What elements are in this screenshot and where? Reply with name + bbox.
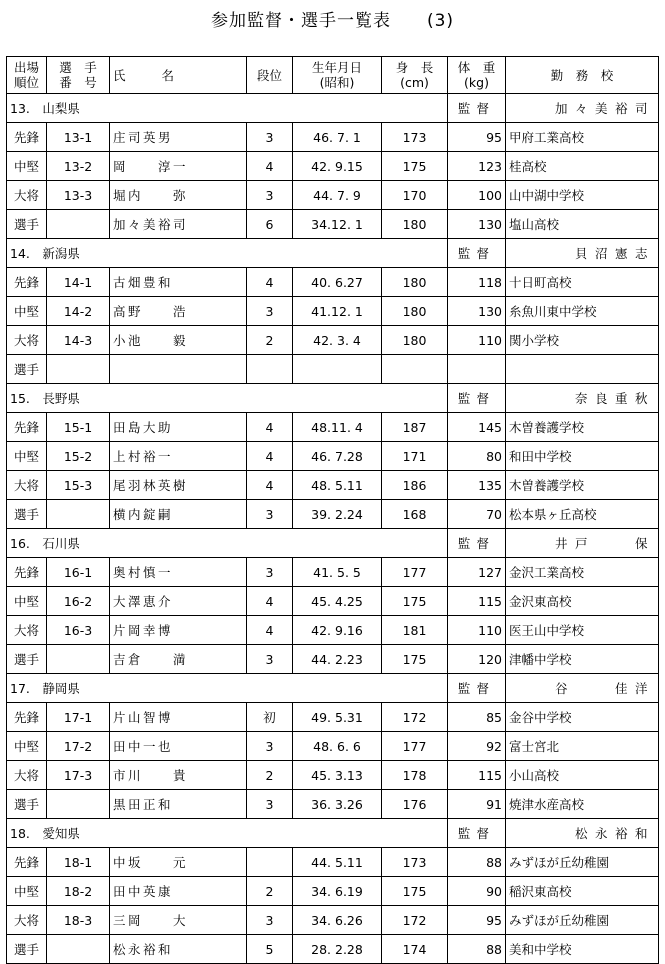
player-rank: 初 [247,703,293,732]
player-school: みずほが丘幼稚園 [506,848,659,877]
player-weight: 110 [448,616,506,645]
player-rank: 2 [247,877,293,906]
header-name: 氏 名 [110,57,247,94]
prefecture-label: 17. 静岡県 [7,674,448,703]
player-position: 先鋒 [7,703,47,732]
player-weight: 115 [448,587,506,616]
player-name: 田島大助 [110,413,247,442]
player-rank: 3 [247,181,293,210]
header-player-no: 選 手 番 号 [47,57,110,94]
player-weight: 145 [448,413,506,442]
director-label: 監督 [448,239,506,268]
prefecture-row [7,239,659,268]
player-position: 大将 [7,181,47,210]
player-school: 桂高校 [506,152,659,181]
player-number: 13-2 [47,152,110,181]
player-school: 金沢工業高校 [506,558,659,587]
player-rank: 3 [247,790,293,819]
player-position: 大将 [7,326,47,355]
player-rank: 4 [247,152,293,181]
player-weight: 135 [448,471,506,500]
player-number: 17-1 [47,703,110,732]
player-row [7,181,659,210]
player-position: 先鋒 [7,413,47,442]
player-weight: 100 [448,181,506,210]
player-name: 堀内 弥 [110,181,247,210]
player-weight: 127 [448,558,506,587]
player-name: 片岡幸博 [110,616,247,645]
player-birthdate: 39. 2.24 [293,500,382,529]
player-birthdate: 44. 7. 9 [293,181,382,210]
player-position: 中堅 [7,152,47,181]
player-number: 16-1 [47,558,110,587]
player-position: 選手 [7,210,47,239]
player-rank: 4 [247,413,293,442]
prefecture-row [7,94,659,123]
prefecture-row [7,529,659,558]
player-row [7,616,659,645]
player-row [7,645,659,674]
player-school: 木曽養護学校 [506,471,659,500]
player-weight: 120 [448,645,506,674]
player-row [7,558,659,587]
player-rank: 2 [247,326,293,355]
player-number: 18-3 [47,906,110,935]
player-number [47,355,110,384]
director-name: 井戸 保 [506,529,659,558]
player-row [7,703,659,732]
player-birthdate: 42. 3. 4 [293,326,382,355]
player-position: 選手 [7,790,47,819]
player-weight: 85 [448,703,506,732]
player-birthdate: 28. 2.28 [293,935,382,964]
player-birthdate: 48. 5.11 [293,471,382,500]
player-position: 大将 [7,761,47,790]
player-height: 175 [382,587,448,616]
player-weight: 118 [448,268,506,297]
player-number: 13-3 [47,181,110,210]
player-height: 176 [382,790,448,819]
player-height: 168 [382,500,448,529]
header-birth: 生年月日 (昭和) [293,57,382,94]
director-label: 監督 [448,94,506,123]
player-height: 175 [382,645,448,674]
player-weight: 123 [448,152,506,181]
player-rank: 3 [247,732,293,761]
player-position: 中堅 [7,587,47,616]
player-name: 庄司英男 [110,123,247,152]
player-school: 美和中学校 [506,935,659,964]
player-birthdate: 36. 3.26 [293,790,382,819]
player-weight: 130 [448,297,506,326]
player-height: 173 [382,123,448,152]
player-birthdate: 45. 3.13 [293,761,382,790]
player-school: 稲沢東高校 [506,877,659,906]
header-work: 勤 務 校 [506,57,659,94]
prefecture-label: 14. 新潟県 [7,239,448,268]
player-position: 中堅 [7,442,47,471]
player-row [7,732,659,761]
director-label: 監督 [448,529,506,558]
player-birthdate: 40. 6.27 [293,268,382,297]
player-position: 大将 [7,471,47,500]
player-number: 17-2 [47,732,110,761]
player-row [7,355,659,384]
player-rank: 3 [247,123,293,152]
player-number: 16-3 [47,616,110,645]
player-school: 医王山中学校 [506,616,659,645]
player-height: 178 [382,761,448,790]
director-label: 監督 [448,819,506,848]
player-rank: 3 [247,645,293,674]
player-row [7,471,659,500]
player-weight: 90 [448,877,506,906]
player-school: 金沢東高校 [506,587,659,616]
player-school: 木曽養護学校 [506,413,659,442]
player-row [7,268,659,297]
player-name: 横内錠嗣 [110,500,247,529]
player-birthdate: 48. 6. 6 [293,732,382,761]
player-height: 180 [382,297,448,326]
player-birthdate: 44. 2.23 [293,645,382,674]
player-position: 選手 [7,935,47,964]
player-row [7,877,659,906]
player-birthdate: 34. 6.19 [293,877,382,906]
player-name: 尾羽林英樹 [110,471,247,500]
player-number [47,790,110,819]
player-row [7,123,659,152]
director-name: 奈良重秋 [506,384,659,413]
player-birthdate: 41. 5. 5 [293,558,382,587]
player-name: 市川 貴 [110,761,247,790]
player-name: 松永裕和 [110,935,247,964]
player-rank: 3 [247,297,293,326]
player-rank: 4 [247,616,293,645]
prefecture-row [7,674,659,703]
player-school: 津幡中学校 [506,645,659,674]
player-position: 先鋒 [7,848,47,877]
player-position: 選手 [7,355,47,384]
player-position: 先鋒 [7,123,47,152]
player-weight: 80 [448,442,506,471]
player-position: 選手 [7,500,47,529]
player-row [7,210,659,239]
player-weight: 115 [448,761,506,790]
player-rank: 4 [247,587,293,616]
player-row [7,761,659,790]
director-name: 谷 佳洋 [506,674,659,703]
player-height: 174 [382,935,448,964]
player-row [7,326,659,355]
player-height: 172 [382,906,448,935]
player-school: 松本県ヶ丘高校 [506,500,659,529]
player-name [110,355,247,384]
player-row [7,297,659,326]
player-school: 甲府工業高校 [506,123,659,152]
player-weight: 92 [448,732,506,761]
player-school [506,355,659,384]
player-row [7,790,659,819]
player-name: 中坂 元 [110,848,247,877]
director-label: 監督 [448,384,506,413]
player-birthdate: 34.12. 1 [293,210,382,239]
player-name: 田中一也 [110,732,247,761]
player-birthdate: 48.11. 4 [293,413,382,442]
prefecture-label: 13. 山梨県 [7,94,448,123]
player-birthdate: 34. 6.26 [293,906,382,935]
player-height: 171 [382,442,448,471]
header-order: 出場 順位 [7,57,47,94]
player-rank: 4 [247,442,293,471]
player-weight [448,355,506,384]
player-birthdate: 41.12. 1 [293,297,382,326]
player-name: 上村裕一 [110,442,247,471]
player-position: 大将 [7,906,47,935]
player-rank: 5 [247,935,293,964]
prefecture-row [7,384,659,413]
player-weight: 88 [448,935,506,964]
player-position: 先鋒 [7,558,47,587]
player-number: 18-1 [47,848,110,877]
player-name: 大澤恵介 [110,587,247,616]
player-school: 山中湖中学校 [506,181,659,210]
player-birthdate: 45. 4.25 [293,587,382,616]
player-row [7,442,659,471]
header-weight: 体 重 (kg) [448,57,506,94]
player-position: 中堅 [7,297,47,326]
player-height: 173 [382,848,448,877]
player-height: 180 [382,210,448,239]
player-name: 片山智博 [110,703,247,732]
roster-table [6,56,659,964]
player-number: 15-1 [47,413,110,442]
player-school: 和田中学校 [506,442,659,471]
director-name: 加々美裕司 [506,94,659,123]
player-row [7,906,659,935]
player-rank: 4 [247,471,293,500]
prefecture-row [7,819,659,848]
player-rank: 3 [247,906,293,935]
player-height: 170 [382,181,448,210]
player-number: 14-1 [47,268,110,297]
player-height: 187 [382,413,448,442]
player-birthdate: 42. 9.15 [293,152,382,181]
header-height: 身 長 (cm) [382,57,448,94]
player-number: 14-2 [47,297,110,326]
player-position: 先鋒 [7,268,47,297]
player-number: 17-3 [47,761,110,790]
player-number: 13-1 [47,123,110,152]
player-birthdate: 46. 7. 1 [293,123,382,152]
player-name: 古畑豊和 [110,268,247,297]
player-row [7,935,659,964]
player-school: 焼津水産高校 [506,790,659,819]
player-weight: 95 [448,123,506,152]
player-birthdate: 42. 9.16 [293,616,382,645]
player-name: 田中英康 [110,877,247,906]
player-weight: 110 [448,326,506,355]
player-number [47,210,110,239]
player-school: 十日町高校 [506,268,659,297]
player-birthdate [293,355,382,384]
player-weight: 88 [448,848,506,877]
player-position: 選手 [7,645,47,674]
player-weight: 91 [448,790,506,819]
player-name: 黒田正和 [110,790,247,819]
player-weight: 130 [448,210,506,239]
prefecture-label: 18. 愛知県 [7,819,448,848]
player-height: 180 [382,268,448,297]
director-name: 貝沼憲志 [506,239,659,268]
player-name: 三岡 大 [110,906,247,935]
prefecture-label: 16. 石川県 [7,529,448,558]
player-school: 糸魚川東中学校 [506,297,659,326]
player-height: 175 [382,152,448,181]
player-height: 180 [382,326,448,355]
player-position: 中堅 [7,877,47,906]
player-row [7,500,659,529]
player-number: 15-3 [47,471,110,500]
player-school: 富士宮北 [506,732,659,761]
player-row [7,848,659,877]
player-school: 関小学校 [506,326,659,355]
player-school: 金谷中学校 [506,703,659,732]
player-height: 177 [382,558,448,587]
player-birthdate: 49. 5.31 [293,703,382,732]
player-number: 14-3 [47,326,110,355]
player-height [382,355,448,384]
player-rank: 2 [247,761,293,790]
player-number: 15-2 [47,442,110,471]
player-name: 小池 毅 [110,326,247,355]
player-school: 小山高校 [506,761,659,790]
player-rank: 3 [247,558,293,587]
player-rank: 4 [247,268,293,297]
page-title: 参加監督・選手一覧表 (3) [210,11,455,31]
player-height: 177 [382,732,448,761]
player-number [47,935,110,964]
player-name: 吉倉 満 [110,645,247,674]
player-row [7,152,659,181]
player-birthdate: 46. 7.28 [293,442,382,471]
player-height: 172 [382,703,448,732]
player-number [47,645,110,674]
header-row [7,57,659,94]
player-number: 16-2 [47,587,110,616]
player-height: 175 [382,877,448,906]
header-rank: 段位 [247,57,293,94]
player-weight: 70 [448,500,506,529]
player-birthdate: 44. 5.11 [293,848,382,877]
player-height: 186 [382,471,448,500]
player-name: 奥村慎一 [110,558,247,587]
player-school: 塩山高校 [506,210,659,239]
player-rank: 3 [247,500,293,529]
player-name: 岡 淳一 [110,152,247,181]
player-position: 大将 [7,616,47,645]
player-rank [247,848,293,877]
player-rank [247,355,293,384]
prefecture-label: 15. 長野県 [7,384,448,413]
director-name: 松永裕和 [506,819,659,848]
player-height: 181 [382,616,448,645]
player-school: みずほが丘幼稚園 [506,906,659,935]
player-rank: 6 [247,210,293,239]
player-weight: 95 [448,906,506,935]
player-number: 18-2 [47,877,110,906]
player-row [7,413,659,442]
roster-body [7,94,659,964]
director-label: 監督 [448,674,506,703]
player-name: 高野 浩 [110,297,247,326]
player-position: 中堅 [7,732,47,761]
player-name: 加々美裕司 [110,210,247,239]
player-number [47,500,110,529]
player-row [7,587,659,616]
